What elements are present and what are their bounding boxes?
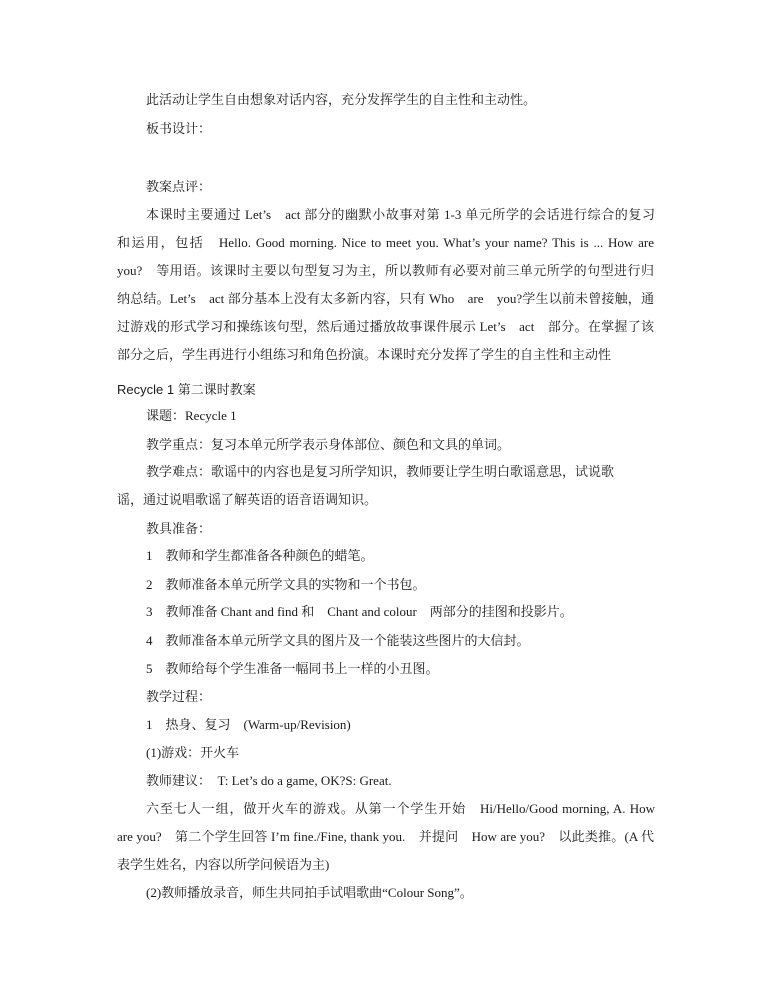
step-item: (2)教师播放录音，师生共同拍手试唱歌曲“Colour Song”。 — [146, 885, 473, 900]
teaching-aids-heading: 教具准备： — [146, 521, 212, 536]
list-item: 5 教师给每个学生准备一幅同书上一样的小丑图。 — [146, 661, 439, 676]
list-item: 1 教师和学生都准备各种颜色的蜡笔。 — [146, 548, 374, 563]
paragraph-line: 此活动让学生自由想象对话内容，充分发挥学生的自主性和主动性。 — [146, 92, 537, 107]
list-item: 3 教师准备 Chant and find 和 Chant and colour 两部分的挂图和投影片。 — [146, 604, 573, 619]
paragraph-line: 部分之后，学生再进行小组练习和角色扮演。本课时充分发挥了学生的自主性和主动性 — [117, 347, 612, 362]
key-points-line: 教学重点：复习本单元所学表示身体部位、颜色和文具的单词。 — [146, 437, 511, 452]
paragraph-line: are you? 第二个学生回答 I’m fine./Fine, thank you. 并提问 How are you? 以此类推。(A 代 — [117, 829, 654, 844]
teaching-process-heading: 教学过程： — [146, 689, 212, 704]
step-item: (1)游戏：开火车 — [146, 745, 240, 760]
paragraph-line: 和运用，包括 Hello. Good morning. Nice to meet you. What’s your name? This is ... How are — [117, 235, 654, 250]
paragraph-line: 谣，通过说唱歌谣了解英语的语音语调知识。 — [117, 492, 378, 507]
paragraph-line: 表学生姓名，内容以所学问候语为主) — [117, 857, 330, 872]
paragraph-line: 过游戏的形式学习和操练该句型，然后通过播放故事课件展示 Let’s act 部分。在掌握了该 — [117, 319, 654, 334]
section-heading-board-design: 板书设计： — [146, 121, 212, 136]
paragraph-line: 本课时主要通过 Let’s act 部分的幽默小故事对第 1-3 单元所学的会话进行综合的复习 — [146, 207, 655, 222]
paragraph-line: 六至七人一组，做开火车的游戏。从第一个学生开始 Hi/Hello/Good morning, A. How — [146, 801, 655, 816]
difficult-points-line: 教学难点：歌谣中的内容也是复习所学知识，教师要让学生明白歌谣意思，试说歌 — [146, 464, 615, 479]
step-heading: 1 热身、复习 (Warm-up/Revision) — [146, 717, 351, 732]
list-item: 4 教师准备本单元所学文具的图片及一个能装这些图片的大信封。 — [146, 633, 530, 648]
section-heading-lesson-review: 教案点评： — [146, 179, 212, 194]
teacher-suggestion-line: 教师建议： T: Let’s do a game, OK?S: Great. — [146, 773, 392, 788]
list-item: 2 教师准备本单元所学文具的实物和一个书包。 — [146, 577, 426, 592]
topic-line: 课题：Recycle 1 — [146, 408, 237, 423]
lesson-plan-title: Recycle 1 第二课时教案 — [117, 382, 256, 397]
paragraph-line: 纳总结。Let’s act 部分基本上没有太多新内容，只有 Who are you?学生以前未曾接触，通 — [117, 291, 654, 306]
paragraph-line: you? 等用语。该课时主要以句型复习为主，所以教师有必要对前三单元所学的句型进行归 — [117, 263, 654, 278]
